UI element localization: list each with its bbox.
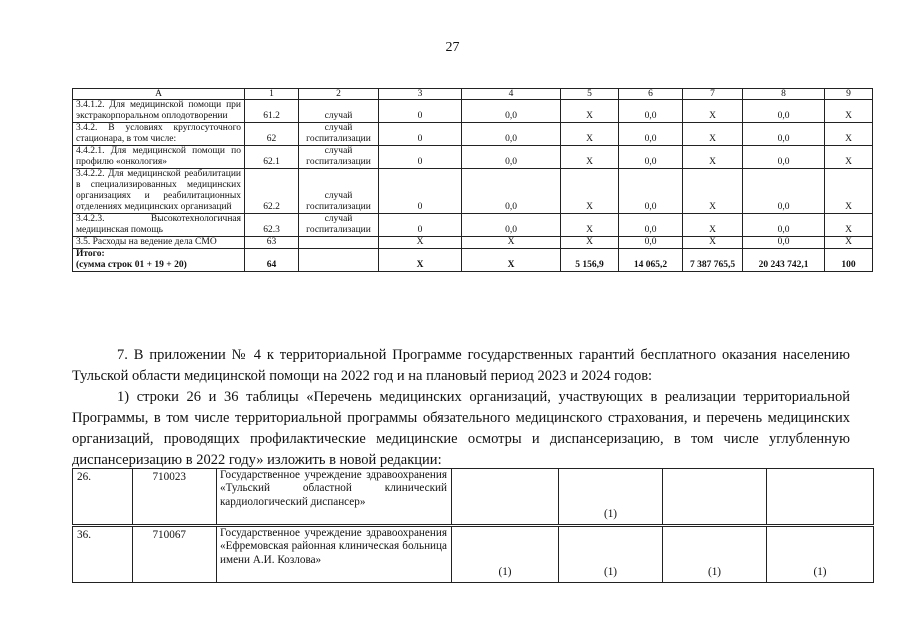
table-row bbox=[73, 526, 874, 583]
total-label bbox=[73, 249, 245, 272]
table-row bbox=[73, 169, 873, 214]
value-cell: 0,0 bbox=[743, 123, 825, 146]
value-cell: 0,0 bbox=[462, 146, 561, 169]
value-cell: 0,0 bbox=[743, 100, 825, 123]
paragraph: 1) строки 26 и 36 таблицы «Перечень медицинских организаций, участвующих в реализации территориальной Программы, в том числе территориальной программы обязательного медицинского страхования, и перечень медицинских организаций, проводящих профилактические медицинские осмотры и диспансеризацию, в том числе углубленную диспансеризацию в 2022 году» изложить в новой редакции: bbox=[72, 389, 850, 468]
header-cell: 9 bbox=[825, 89, 873, 100]
value-cell: 0 bbox=[379, 123, 462, 146]
header-cell: 7 bbox=[683, 89, 743, 100]
table-row bbox=[73, 100, 873, 123]
value-cell: 0,0 bbox=[619, 169, 683, 214]
value-cell: X bbox=[683, 123, 743, 146]
value-cell: X bbox=[683, 100, 743, 123]
row-number: 36. bbox=[73, 526, 133, 583]
table-row bbox=[73, 214, 873, 237]
value-cell: 0,0 bbox=[619, 123, 683, 146]
value-cell: 0,0 bbox=[619, 146, 683, 169]
value-cell: 0,0 bbox=[619, 214, 683, 237]
table-row bbox=[73, 237, 873, 249]
unit-cell bbox=[299, 237, 379, 249]
header-cell: 4 bbox=[462, 89, 561, 100]
paragraph: 7. В приложении № 4 к территориальной Программе государственных гарантий бесплатного оказания населению Тульской области медицинской помощи на 2022 год и на плановый период 2023 и 2024 годов: bbox=[72, 347, 850, 384]
header-cell: А bbox=[73, 89, 245, 100]
total-row bbox=[73, 249, 873, 272]
mark-cell bbox=[452, 469, 559, 526]
value-cell: X bbox=[379, 249, 462, 272]
mark-cell: (1) bbox=[663, 526, 767, 583]
value-cell: 0,0 bbox=[619, 100, 683, 123]
org-name: Государственное учреждение здравоохранения «Ефремовская районная клиническая больница имени А.И. Козлова» bbox=[217, 526, 452, 583]
table-header-row bbox=[73, 89, 873, 100]
row-label: 3.4.2.3. Высокотехнологичная медицинская помощь bbox=[73, 214, 245, 237]
mark-cell: (1) bbox=[767, 526, 874, 583]
value-cell: 14 065,2 bbox=[619, 249, 683, 272]
row-code: 62.1 bbox=[245, 146, 299, 169]
mark-cell: (1) bbox=[559, 526, 663, 583]
value-cell: X bbox=[683, 146, 743, 169]
value-cell: X bbox=[561, 100, 619, 123]
mark-cell bbox=[767, 469, 874, 526]
value-cell: X bbox=[683, 214, 743, 237]
header-cell: 5 bbox=[561, 89, 619, 100]
header-cell: 3 bbox=[379, 89, 462, 100]
value-cell: X bbox=[561, 237, 619, 249]
value-cell: X bbox=[825, 237, 873, 249]
table-row bbox=[73, 123, 873, 146]
row-number: 26. bbox=[73, 469, 133, 526]
value-cell: 0,0 bbox=[462, 169, 561, 214]
value-cell: X bbox=[825, 123, 873, 146]
total-label-line: Итого: bbox=[76, 249, 105, 259]
value-cell: 0,0 bbox=[462, 100, 561, 123]
unit-cell: случай госпитализации bbox=[299, 123, 379, 146]
value-cell: 0,0 bbox=[619, 237, 683, 249]
mark-cell: (1) bbox=[559, 469, 663, 526]
value-cell: X bbox=[825, 146, 873, 169]
value-cell: 0,0 bbox=[743, 237, 825, 249]
row-code: 62.3 bbox=[245, 214, 299, 237]
row-label: 3.4.2.2. Для медицинской реабилитации в специализированных медицинских организациях и реабилитационных отделениях медицинских организаций bbox=[73, 169, 245, 214]
table-row bbox=[73, 146, 873, 169]
org-name: Государственное учреждение здравоохранения «Тульский областной клинический кардиологический диспансер» bbox=[217, 469, 452, 526]
mark-cell bbox=[663, 469, 767, 526]
unit-cell bbox=[299, 249, 379, 272]
value-cell: X bbox=[561, 169, 619, 214]
value-cell: 0 bbox=[379, 146, 462, 169]
row-label: 4.4.2.1. Для медицинской помощи по профилю «онкология» bbox=[73, 146, 245, 169]
value-cell: X bbox=[825, 214, 873, 237]
value-cell: 0,0 bbox=[743, 214, 825, 237]
value-cell: 5 156,9 bbox=[561, 249, 619, 272]
value-cell: 7 387 765,5 bbox=[683, 249, 743, 272]
organizations-table bbox=[72, 468, 874, 583]
row-code: 62 bbox=[245, 123, 299, 146]
value-cell: X bbox=[561, 123, 619, 146]
table-row bbox=[73, 469, 874, 526]
row-code: 64 bbox=[245, 249, 299, 272]
value-cell: X bbox=[683, 237, 743, 249]
org-code: 710023 bbox=[133, 469, 217, 526]
row-code: 61.2 bbox=[245, 100, 299, 123]
value-cell: X bbox=[462, 237, 561, 249]
value-cell: X bbox=[825, 169, 873, 214]
page-number: 27 bbox=[445, 40, 460, 55]
value-cell: 0,0 bbox=[462, 214, 561, 237]
header-cell: 6 bbox=[619, 89, 683, 100]
row-code: 62.2 bbox=[245, 169, 299, 214]
value-cell: X bbox=[561, 146, 619, 169]
row-label: 3.5. Расходы на ведение дела СМО bbox=[73, 237, 245, 249]
unit-cell: случай bbox=[299, 100, 379, 123]
org-code: 710067 bbox=[133, 526, 217, 583]
value-cell: 0 bbox=[379, 100, 462, 123]
mark-cell: (1) bbox=[452, 526, 559, 583]
row-code: 63 bbox=[245, 237, 299, 249]
unit-cell: случай госпитализации bbox=[299, 146, 379, 169]
value-cell: 0,0 bbox=[743, 169, 825, 214]
value-cell: X bbox=[379, 237, 462, 249]
value-cell: 100 bbox=[825, 249, 873, 272]
value-cell: 0 bbox=[379, 214, 462, 237]
row-label: 3.4.1.2. Для медицинской помощи при экстракорпоральном оплодотворении bbox=[73, 100, 245, 123]
unit-cell: случай госпитализации bbox=[299, 169, 379, 214]
unit-cell: случай госпитализации bbox=[299, 214, 379, 237]
value-cell: 0,0 bbox=[462, 123, 561, 146]
value-cell: 0 bbox=[379, 169, 462, 214]
row-label: 3.4.2. В условиях круглосуточного стационара, в том числе: bbox=[73, 123, 245, 146]
value-cell: X bbox=[561, 214, 619, 237]
value-cell: 20 243 742,1 bbox=[743, 249, 825, 272]
header-cell: 8 bbox=[743, 89, 825, 100]
total-label-line: (сумма строк 01 + 19 + 20) bbox=[76, 260, 187, 270]
value-cell: X bbox=[462, 249, 561, 272]
expenses-table bbox=[72, 88, 873, 272]
value-cell: X bbox=[825, 100, 873, 123]
value-cell: 0,0 bbox=[743, 146, 825, 169]
header-cell: 1 bbox=[245, 89, 299, 100]
header-cell: 2 bbox=[299, 89, 379, 100]
value-cell: X bbox=[683, 169, 743, 214]
